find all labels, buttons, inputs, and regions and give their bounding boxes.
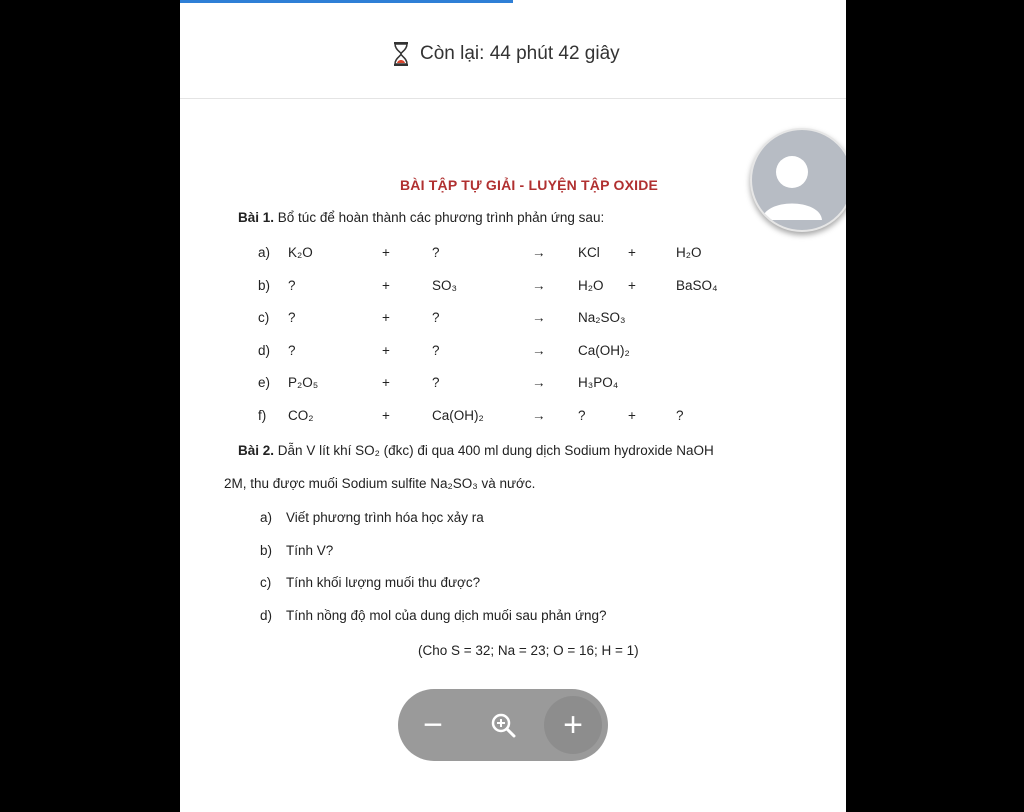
bai2-text-1: Dẫn V lít khí SO₂ (đkc) đi qua 400 ml dung dịch Sodium hydroxide NaOH: [277, 443, 714, 458]
question-text: Tính khối lượng muối thu được?: [286, 575, 481, 590]
eq-product-1: KCl: [578, 245, 600, 260]
eq-reactant-2: ?: [432, 375, 440, 390]
eq-arrow: →: [532, 310, 546, 325]
eq-plus-1: +: [382, 245, 390, 260]
question-text: Viết phương trình hóa học xảy ra: [286, 510, 484, 525]
worksheet-title: BÀI TẬP TỰ GIẢI - LUYỆN TẬP OXIDE: [400, 177, 659, 193]
bai1-header: [238, 210, 604, 225]
eq-product-1: ?: [578, 407, 586, 423]
eq-label: b): [258, 277, 271, 293]
bai2-line2: 2M, thu được muối Sodium sulfite Na₂SO₃ và nước.: [224, 476, 536, 491]
eq-reactant-2: SO₃: [432, 277, 458, 293]
question-label: a): [260, 510, 273, 525]
eq-reactant-1: CO₂: [288, 407, 314, 423]
eq-product-1: Na₂SO₃: [578, 310, 626, 325]
bai1-instruction: Bổ túc để hoàn thành các phương trình phản ứng sau:: [277, 210, 605, 225]
eq-reactant-2: Ca(OH)₂: [432, 407, 484, 423]
eq-plus-1: +: [382, 375, 390, 390]
eq-reactant-2: ?: [432, 342, 440, 358]
eq-label: c): [258, 310, 270, 325]
eq-plus-1: +: [382, 310, 390, 325]
countdown-timer: [392, 42, 620, 66]
zoom-controls: [398, 689, 608, 761]
eq-plus-1: +: [382, 407, 390, 423]
eq-plus-2: +: [628, 277, 636, 293]
zoom-out-button[interactable]: −: [423, 705, 443, 744]
eq-reactant-2: ?: [432, 245, 440, 260]
eq-product-1: H₃PO₄: [578, 375, 619, 390]
user-avatar-icon[interactable]: [750, 128, 846, 232]
eq-product-1: H₂O: [578, 277, 604, 293]
eq-product-2: ?: [676, 407, 684, 423]
eq-reactant-1: K₂O: [288, 245, 313, 260]
eq-label: a): [258, 245, 271, 260]
eq-product-1: Ca(OH)₂: [578, 342, 630, 358]
question-label: d): [260, 607, 273, 623]
eq-reactant-1: ?: [288, 342, 296, 358]
eq-plus-1: +: [382, 342, 390, 358]
eq-label: e): [258, 375, 271, 390]
document-viewer: [180, 0, 846, 812]
eq-arrow: →: [532, 277, 546, 293]
question-text: Tính V?: [286, 542, 334, 558]
question-label: b): [260, 542, 273, 558]
eq-label: d): [258, 342, 271, 358]
eq-reactant-1: P₂O₅: [288, 375, 319, 390]
eq-product-2: BaSO₄: [676, 277, 718, 293]
eq-plus-1: +: [382, 277, 390, 293]
bai2-line1: [238, 443, 714, 458]
eq-product-2: H₂O: [676, 245, 702, 260]
question-text: Tính nồng độ mol của dung dịch muối sau phản ứng?: [286, 607, 607, 623]
eq-reactant-2: ?: [432, 310, 440, 325]
eq-reactant-1: ?: [288, 310, 296, 325]
timer-bar: [180, 0, 846, 99]
bai2-note: (Cho S = 32; Na = 23; O = 16; H = 1): [418, 643, 639, 658]
eq-arrow: →: [532, 342, 546, 358]
eq-arrow: →: [532, 407, 546, 423]
bai2-heading: Bài 2.: [238, 443, 275, 458]
eq-plus-2: +: [628, 245, 636, 260]
hourglass-icon: [392, 42, 410, 66]
bai1-heading: Bài 1.: [238, 210, 275, 225]
eq-plus-2: +: [628, 407, 636, 423]
eq-reactant-1: ?: [288, 277, 296, 293]
zoom-in-button[interactable]: +: [544, 696, 602, 754]
eq-arrow: →: [532, 245, 546, 260]
eq-label: f): [258, 407, 267, 423]
question-label: c): [260, 575, 272, 590]
zoom-in-icon[interactable]: [474, 696, 532, 754]
eq-arrow: →: [532, 375, 546, 390]
timer-label: Còn lại: 44 phút 42 giây: [420, 43, 620, 64]
